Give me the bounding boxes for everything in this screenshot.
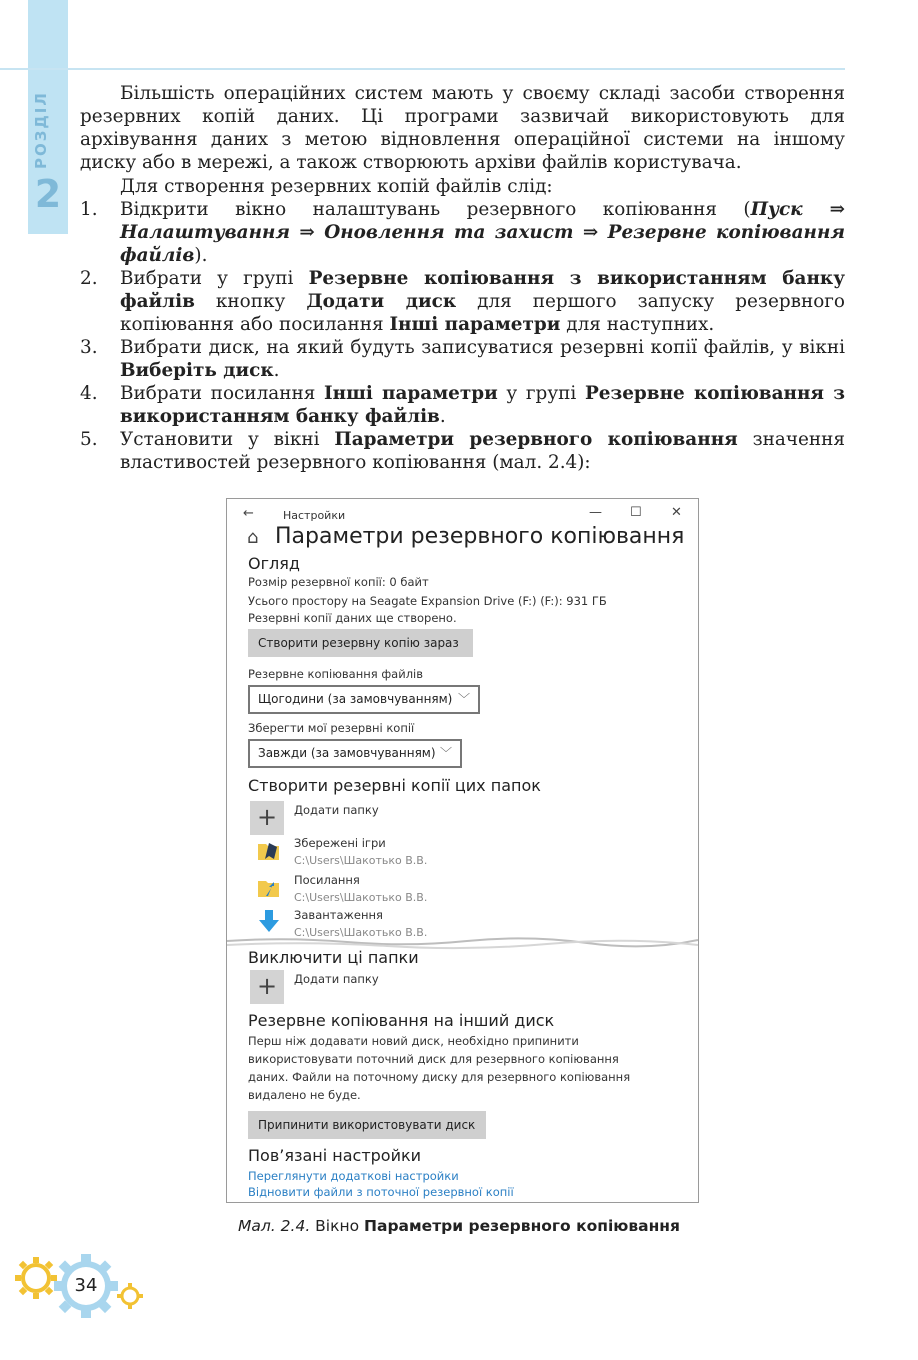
add-folder-label[interactable]: Додати папку	[294, 803, 379, 817]
restore-files-link[interactable]: Відновити файли з поточної резервної копії	[248, 1185, 514, 1199]
backup-now-button[interactable]: Створити резервну копію зараз	[248, 629, 473, 657]
caption-number: Мал. 2.4.	[238, 1217, 311, 1235]
exclude-heading: Виключити ці папки	[248, 948, 419, 967]
folder-path: C:\Users\Шакотько В.В.	[294, 854, 428, 867]
chapter-tab	[28, 0, 68, 234]
frequency-label: Резервне копіювання файлів	[248, 667, 424, 681]
header-rule	[0, 68, 845, 70]
intro-text: Більшість операційних систем мають у своєму складі засоби створення резервних копій даних. Ці програми зазвичай використовують для архівування даних з метою відновлення операційної системи на іншому диску або в мережі, а також створюють архіви файлів користувача.	[80, 83, 845, 173]
chapter-word: РОЗДІЛ	[32, 91, 50, 169]
add-folder-button[interactable]: +	[250, 801, 284, 835]
caption-text: Вікно	[310, 1217, 365, 1235]
backup-size: Розмір резервної копії: 0 байт	[248, 575, 429, 589]
step-2: 2. Вибрати у групі Резервне копіювання з використанням банку файлів кнопку Додати диск для першого запуску резервного копіювання або посилання Інші параметри для наступних.	[80, 268, 846, 335]
stop-using-disk-button[interactable]: Припинити використовувати диск	[248, 1111, 486, 1139]
minimize-button[interactable]: —	[589, 505, 602, 520]
other-disk-text-2: використовувати поточний диск для резервного копіювання	[248, 1052, 619, 1066]
step-5: 5. Установити у вікні Параметри резервного копіювання значення властивостей резервного копіювання (мал. 2.4):	[80, 429, 846, 473]
additional-settings-link[interactable]: Переглянути додаткові настройки	[248, 1169, 459, 1183]
instructions	[80, 175, 845, 474]
total-space: Усього простору на Seagate Expansion Drive (F:) (F:): 931 ГБ	[248, 594, 607, 608]
other-disk-text-4: видалено не буде.	[248, 1088, 361, 1102]
step-3: 3. Вибрати диск, на який будуть записуватися резервні копії файлів, у вікні Виберіть диск.	[80, 337, 845, 381]
folder-name: Збережені ігри	[294, 836, 386, 850]
other-disk-text-3: даних. Файли на поточному диску для резервного копіювання	[248, 1070, 631, 1084]
keep-value: Завжди (за замовчуванням)	[258, 746, 436, 760]
page-number: 34	[74, 1275, 98, 1296]
saved-games-icon	[257, 839, 281, 863]
downloads-icon	[257, 909, 281, 935]
settings-window	[226, 498, 699, 1203]
other-disk-heading: Резервне копіювання на інший диск	[248, 1011, 555, 1030]
chevron-down-icon: ﹀	[439, 746, 452, 760]
steps-list	[80, 198, 845, 474]
intro-paragraph	[80, 82, 845, 174]
folders-heading: Створити резервні копії цих папок	[248, 776, 541, 795]
maximize-button[interactable]: ☐	[630, 505, 642, 520]
exclude-add-button[interactable]: +	[250, 970, 284, 1004]
window-title: Настройки	[283, 509, 346, 522]
keep-select[interactable]	[248, 739, 462, 768]
folder-path: C:\Users\Шакотько В.В.	[294, 891, 428, 904]
frequency-select[interactable]	[248, 685, 480, 714]
folder-path: C:\Users\Шакотько В.В.	[294, 926, 428, 939]
links-folder-icon	[257, 876, 281, 900]
figure-caption	[0, 1217, 918, 1235]
page-heading: Параметри резервного копіювання	[275, 524, 685, 549]
keep-label: Зберегти мої резервні копії	[248, 721, 415, 735]
back-arrow-icon[interactable]: ←	[243, 506, 254, 521]
step-4: 4. Вибрати посилання Інші параметри у групі Резервне копіювання з використанням банку файлів.	[80, 383, 845, 427]
other-disk-text-1: Перш ніж додавати новий диск, необхідно припинити	[248, 1034, 579, 1048]
backup-status: Резервні копії даних ще створено.	[248, 611, 457, 625]
chevron-down-icon: ﹀	[457, 692, 470, 706]
related-settings-heading: Пов’язані настройки	[248, 1146, 422, 1165]
step-1: 1. Відкрити вікно налаштувань резервного копіювання (Пуск ⇒ Налаштування ⇒ Оновлення та захист ⇒ Резервне копіювання файлів).	[80, 199, 845, 266]
close-button[interactable]: ✕	[671, 505, 682, 520]
frequency-value: Щогодини (за замовчуванням)	[258, 692, 453, 706]
chapter-number: 2	[34, 172, 62, 216]
overview-heading: Огляд	[248, 554, 300, 573]
exclude-add-label[interactable]: Додати папку	[294, 972, 379, 986]
caption-bold: Параметри резервного копіювання	[364, 1217, 680, 1235]
folder-name: Посилання	[294, 873, 360, 887]
folder-name: Завантаження	[294, 908, 383, 922]
lead-text: Для створення резервних копій файлів слід:	[120, 176, 553, 197]
home-icon[interactable]: ⌂	[247, 527, 259, 548]
